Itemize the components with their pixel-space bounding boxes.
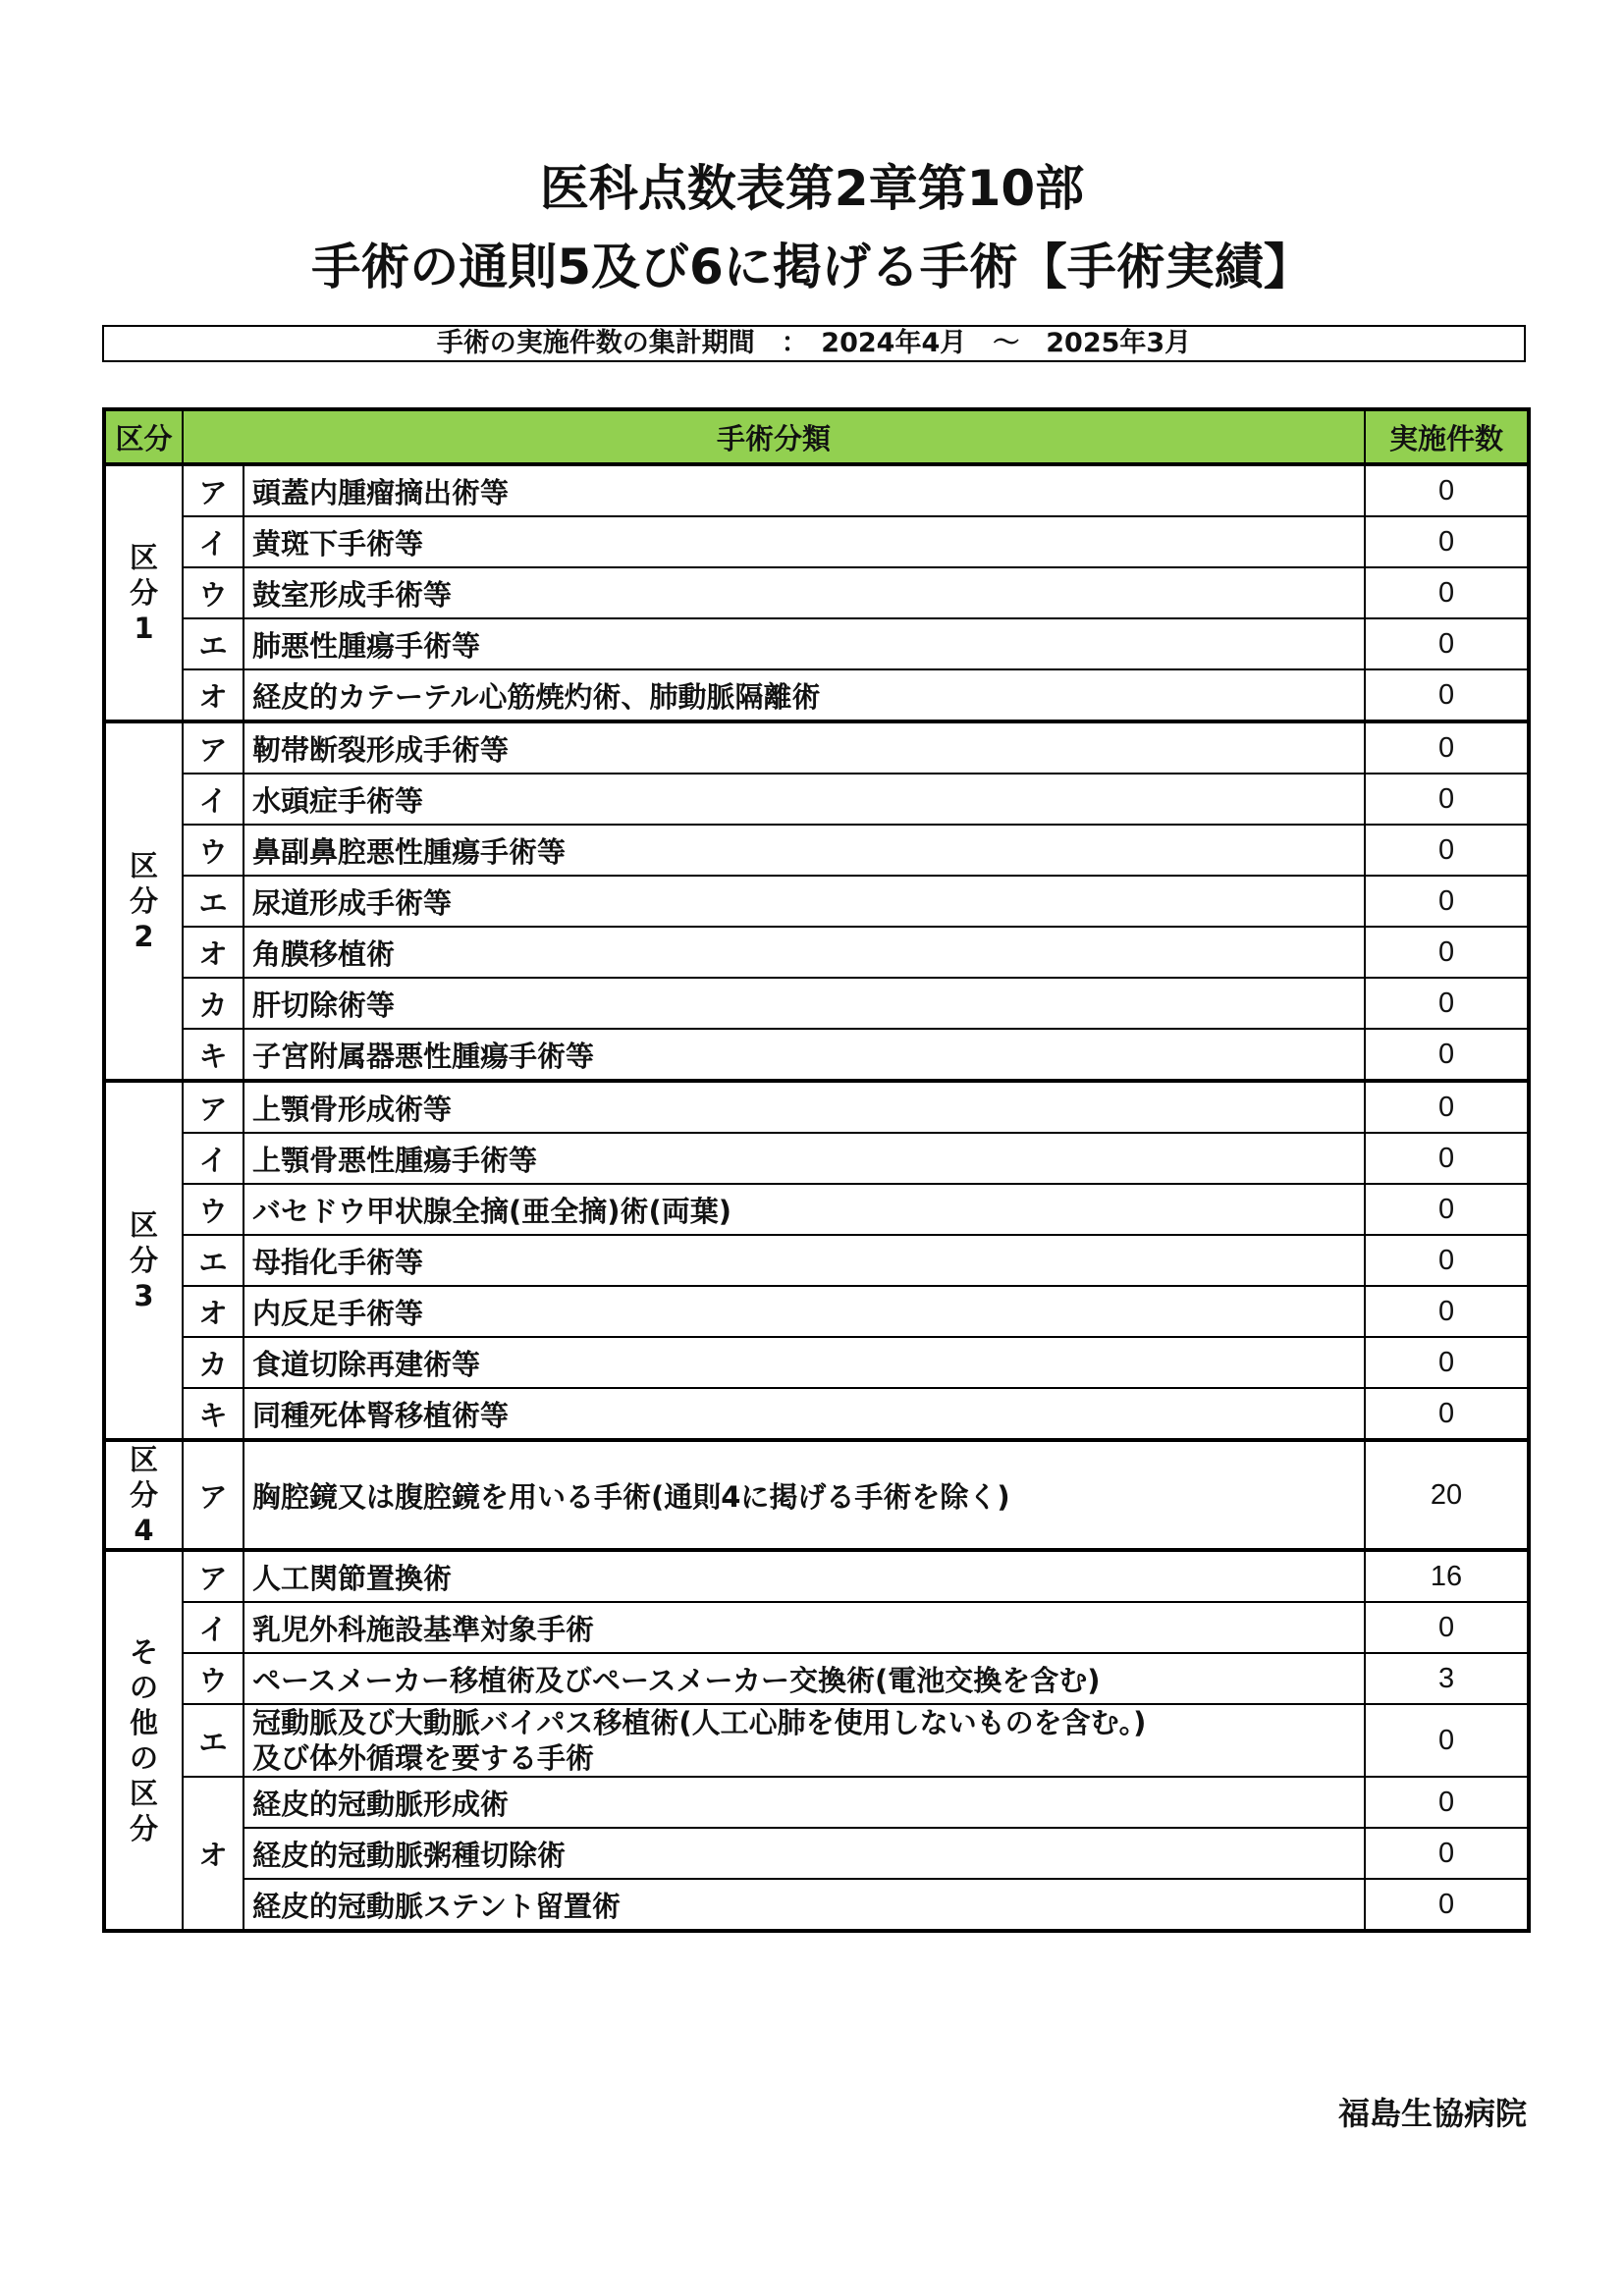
row-name: バセドウ甲状腺全摘(亜全摘)術(両葉)	[244, 1184, 1365, 1235]
header-group: 区分	[104, 409, 183, 464]
row-count: 0	[1365, 1081, 1529, 1133]
table-row	[104, 618, 1529, 669]
row-code: ア	[183, 1440, 244, 1550]
row-code: ウ	[183, 1653, 244, 1704]
row-code: エ	[183, 1704, 244, 1777]
row-name: 水頭症手術等	[244, 774, 1365, 825]
row-count: 0	[1365, 1777, 1529, 1828]
table-header-row	[104, 409, 1529, 464]
row-count: 0	[1365, 721, 1529, 774]
row-name: 内反足手術等	[244, 1286, 1365, 1337]
row-count: 0	[1365, 774, 1529, 825]
table-row	[104, 1081, 1529, 1133]
header-category: 手術分類	[183, 409, 1365, 464]
row-code: エ	[183, 876, 244, 927]
row-code: オ	[183, 1777, 244, 1931]
row-name: 肺悪性腫瘍手術等	[244, 618, 1365, 669]
row-code: エ	[183, 618, 244, 669]
row-code: ア	[183, 721, 244, 774]
row-name: 肝切除術等	[244, 978, 1365, 1029]
table-row	[104, 1388, 1529, 1440]
table-row	[104, 669, 1529, 721]
row-name: 頭蓋内腫瘤摘出術等	[244, 464, 1365, 516]
group-label-3: 区 分 3	[104, 1081, 183, 1440]
page-title: 医科点数表第2章第10部	[539, 160, 1085, 217]
header-count: 実施件数	[1365, 409, 1529, 464]
row-code: オ	[183, 1286, 244, 1337]
row-name: 子宮附属器悪性腫瘍手術等	[244, 1029, 1365, 1081]
row-count: 0	[1365, 1879, 1529, 1931]
table-row	[104, 1184, 1529, 1235]
row-name: 乳児外科施設基準対象手術	[244, 1602, 1365, 1653]
row-code: カ	[183, 978, 244, 1029]
row-count: 0	[1365, 567, 1529, 618]
table-row	[104, 1286, 1529, 1337]
row-code: ウ	[183, 825, 244, 876]
table-row	[104, 1029, 1529, 1081]
table-row	[104, 1235, 1529, 1286]
table-row	[104, 567, 1529, 618]
table-row	[104, 1602, 1529, 1653]
row-name: 上顎骨悪性腫瘍手術等	[244, 1133, 1365, 1184]
row-count: 3	[1365, 1653, 1529, 1704]
row-count: 16	[1365, 1550, 1529, 1602]
row-code: ウ	[183, 567, 244, 618]
row-name-line: 冠動脈及び大動脈バイパス移植術(人工心肺を使用しないものを含む。)	[252, 1706, 1147, 1739]
table-row	[104, 1337, 1529, 1388]
row-name-line: 及び体外循環を要する手術	[252, 1741, 595, 1775]
row-count: 0	[1365, 669, 1529, 721]
hospital-name: 福島生協病院	[1337, 2095, 1527, 2132]
surgery-table	[102, 407, 1531, 1933]
aggregation-period: 手術の実施件数の集計期間 ： 2024年4月 ～ 2025年3月	[102, 325, 1526, 362]
row-count: 0	[1365, 618, 1529, 669]
table-row	[104, 1653, 1529, 1704]
row-code: キ	[183, 1388, 244, 1440]
table-row	[104, 1550, 1529, 1602]
row-code: カ	[183, 1337, 244, 1388]
row-count: 20	[1365, 1440, 1529, 1550]
row-name: 角膜移植術	[244, 927, 1365, 978]
row-name: 経皮的冠動脈形成術	[244, 1777, 1365, 1828]
row-code: エ	[183, 1235, 244, 1286]
row-code: イ	[183, 516, 244, 567]
row-count: 0	[1365, 1828, 1529, 1879]
row-code: ア	[183, 1081, 244, 1133]
table-row	[104, 876, 1529, 927]
group-label-2: 区 分 2	[104, 721, 183, 1081]
row-count: 0	[1365, 876, 1529, 927]
table-row	[104, 927, 1529, 978]
table-row	[104, 978, 1529, 1029]
row-code: ア	[183, 464, 244, 516]
row-count: 0	[1365, 1388, 1529, 1440]
row-count: 0	[1365, 1602, 1529, 1653]
group-label-4: 区 分 4	[104, 1440, 183, 1550]
row-count: 0	[1365, 516, 1529, 567]
row-name: 上顎骨形成術等	[244, 1081, 1365, 1133]
table-row	[104, 464, 1529, 516]
row-count: 0	[1365, 1029, 1529, 1081]
row-code: イ	[183, 774, 244, 825]
row-name: 靭帯断裂形成手術等	[244, 721, 1365, 774]
table-row	[104, 1879, 1529, 1931]
row-count: 0	[1365, 1286, 1529, 1337]
group-label-other: そ の 他 の 区 分	[104, 1550, 183, 1931]
row-code: オ	[183, 669, 244, 721]
table-row	[104, 1133, 1529, 1184]
row-name: ペースメーカー移植術及びペースメーカー交換術(電池交換を含む)	[244, 1653, 1365, 1704]
table-row	[104, 721, 1529, 774]
row-name	[244, 1704, 1365, 1777]
row-count: 0	[1365, 1337, 1529, 1388]
table-row	[104, 774, 1529, 825]
row-name: 経皮的カテーテル心筋焼灼術、肺動脈隔離術	[244, 669, 1365, 721]
row-code: ア	[183, 1550, 244, 1602]
group-label-1: 区 分 1	[104, 464, 183, 721]
row-name: 黄斑下手術等	[244, 516, 1365, 567]
row-name: 胸腔鏡又は腹腔鏡を用いる手術(通則4に掲げる手術を除く)	[244, 1440, 1365, 1550]
row-name: 母指化手術等	[244, 1235, 1365, 1286]
row-count: 0	[1365, 1133, 1529, 1184]
row-count: 0	[1365, 1235, 1529, 1286]
row-count: 0	[1365, 464, 1529, 516]
table-row	[104, 1777, 1529, 1828]
row-name: 鼓室形成手術等	[244, 567, 1365, 618]
row-name: 経皮的冠動脈ステント留置術	[244, 1879, 1365, 1931]
table-row	[104, 1440, 1529, 1550]
table-row	[104, 1828, 1529, 1879]
row-count: 0	[1365, 1184, 1529, 1235]
row-count: 0	[1365, 1704, 1529, 1777]
row-name: 尿道形成手術等	[244, 876, 1365, 927]
row-name: 同種死体腎移植術等	[244, 1388, 1365, 1440]
row-code: オ	[183, 927, 244, 978]
table-row	[104, 516, 1529, 567]
row-code: イ	[183, 1602, 244, 1653]
row-code: ウ	[183, 1184, 244, 1235]
row-count: 0	[1365, 927, 1529, 978]
table-row	[104, 1704, 1529, 1777]
row-code: キ	[183, 1029, 244, 1081]
row-name: 食道切除再建術等	[244, 1337, 1365, 1388]
row-count: 0	[1365, 978, 1529, 1029]
row-name: 経皮的冠動脈粥種切除術	[244, 1828, 1365, 1879]
row-code: イ	[183, 1133, 244, 1184]
row-count: 0	[1365, 825, 1529, 876]
row-name: 人工関節置換術	[244, 1550, 1365, 1602]
table-row	[104, 825, 1529, 876]
row-name: 鼻副鼻腔悪性腫瘍手術等	[244, 825, 1365, 876]
page-subtitle: 手術の通則5及び6に掲げる手術【手術実績】	[311, 239, 1313, 295]
